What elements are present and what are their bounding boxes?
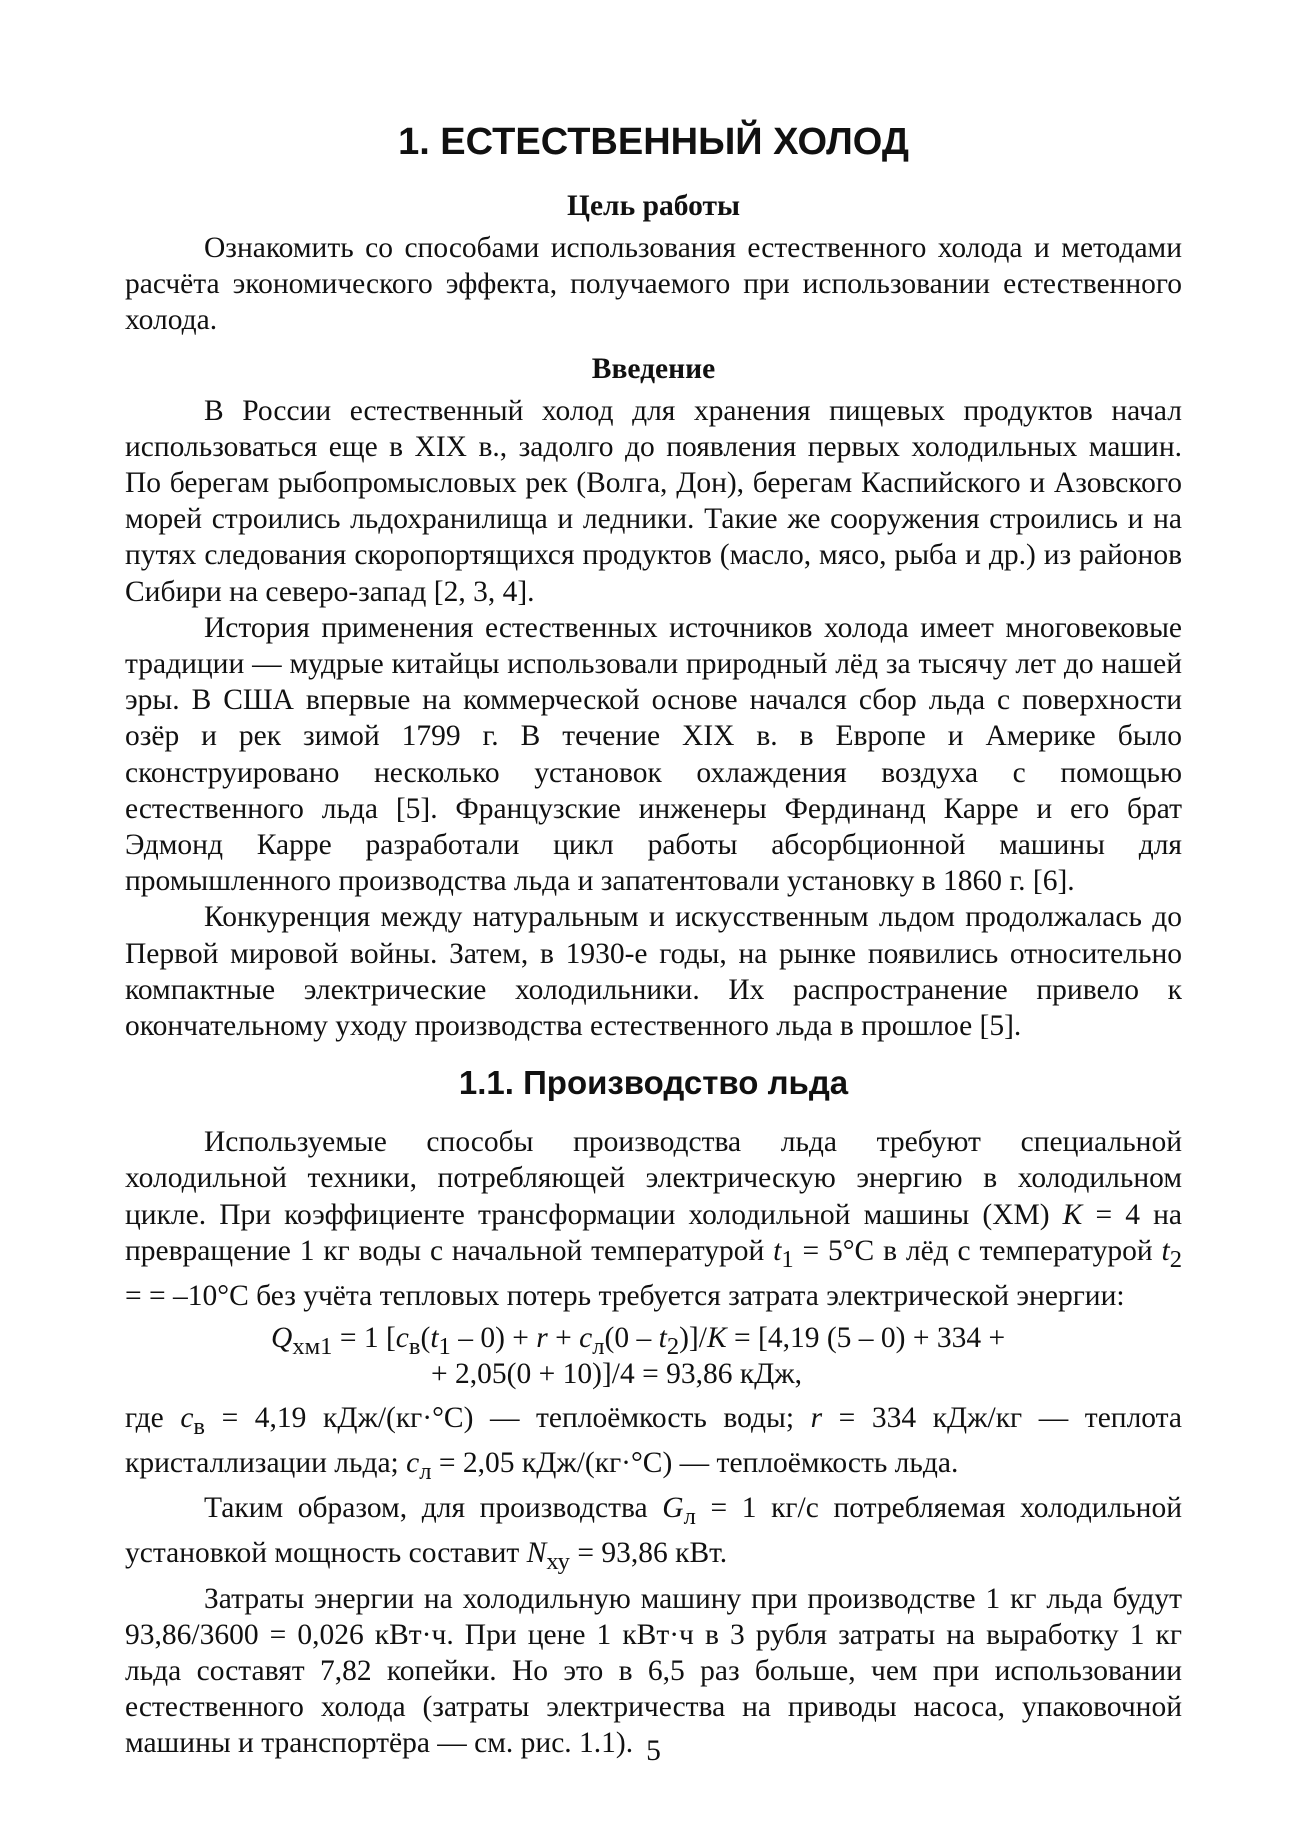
intro-paragraph-3: Конкуренция между натуральным и искусственным льдом продолжалась до Первой мировой войны. Затем, в 1930-е годы, на рынке появились относительно компактные электрические холодильники. Их распространение привело к окончательному уходу производства естественного льда в прошлое [5]. bbox=[125, 901, 1182, 1043]
formula-legend: где $c_в = 4,19$ кДж/(кг·°С) — теплоёмкость воды; r = 334 кДж/кг — теплота кристаллизации льда; $c_л = 2,05$ кДж/(кг·°С) — теплоёмкость льда. bbox=[125, 1402, 1183, 1486]
cost-paragraph: Затраты энергии на холодильную машину при производстве 1 кг льда будут 93,86/3600 = 0,026 кВт·ч. При цене 1 кВт·ч в 3 рубля затраты на выработку 1 кг льда составят 7,82 копейки. Но это в 6,5 раз больше, чем при использовании естественного холода (затраты электричества на приводы насоса, упаковочной машины и транспортёра — см. рис. 1.1). bbox=[125, 1582, 1182, 1760]
section-title: 1.1. Производство льда bbox=[458, 1064, 849, 1102]
goal-paragraph: Ознакомить со способами использования естественного холода и методами расчёта экономического эффекта, получаемого при использовании естественного холода. bbox=[125, 232, 1182, 337]
formula-line-1: $Q_{хм1} = 1$ $[c_в(t_1 - 0) + r + c_л(0 - t_2)]/K = [4,19$ (5 – 0) + 334 + bbox=[271, 1322, 1006, 1361]
energy-formula bbox=[125, 1320, 1182, 1392]
intro-heading: Введение bbox=[591, 352, 716, 385]
formula-line-2: + 2,05(0 + 10)]/4 = 93,86 кДж, bbox=[431, 1358, 803, 1391]
intro-paragraph-2: История применения естественных источников холода имеет многовековые традиции — мудрые китайцы использовали природный лёд за тысячу лет до нашей эры. В США впервые на коммерческой основе начался сбор льда с поверхности озёр и рек зимой 1799 г. В течение XIX в. в Европе и Америке было сконструировано несколько установок охлаждения воздуха с помощью естественного льда [5]. Французские инженеры Фердинанд Карре и его брат Эдмонд Карре разработали цикл работы абсорбционной машины для промышленного производства льда и запатентовали установку в 1860 г. [6]. bbox=[125, 611, 1182, 898]
intro-paragraph-1: В России естественный холод для хранения пищевых продуктов начал использоваться еще в XIX в., задолго до появления первых холодильных машин. По берегам рыбопромысловых рек (Волга, Дон), берегам Каспийского и Азовского морей строились льдохранилища и ледники. Такие же сооружения строились и на путях следования скоропортящихся продуктов (масло, мясо, рыба и др.) из районов Сибири на северо-запад [2, 3, 4]. bbox=[125, 394, 1182, 608]
goal-heading: Цель работы bbox=[567, 190, 740, 222]
page-number: 5 bbox=[646, 1735, 661, 1767]
document-page bbox=[125, 118, 1182, 1762]
power-paragraph: Таким образом, для производства $G_л = 1$ кг/с потребляемая холодильной установкой мощность составит $N_{ху} = 93,86$ кВт. bbox=[125, 1492, 1183, 1576]
chapter-title: 1. ЕСТЕСТВЕННЫЙ ХОЛОД bbox=[398, 121, 909, 163]
section-paragraph-1: Используемые способы производства льда требуют специальной холодильной техники, потребляющей электрическую энергию в холодильном цикле. При коэффициенте трансформации холодильной машины (ХМ) K = 4 на превращение 1 кг воды с начальной температурой $t_1 = 5^\circ С$ в лёд с температурой $t_2$ = = –10°С без учёта тепловых потерь требуется затрата электрической энергии: bbox=[125, 1126, 1182, 1312]
